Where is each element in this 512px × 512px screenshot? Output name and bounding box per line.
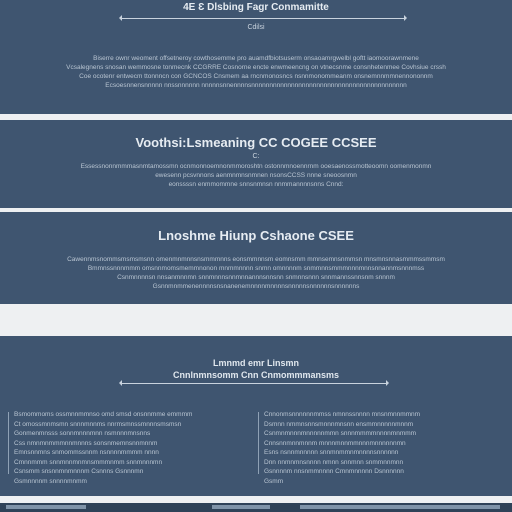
column-left [14,410,246,486]
text-line: Csnmnmnnnmnnnnnmmn snnnmmmmnnnnmnmmm [264,430,417,437]
bottom-bar-segment [6,505,86,509]
text-line: Cnnonmsnnnnnnmmss nmnnssnnnn mnsnmnnmmnm [264,411,421,418]
text-line: Bmmnssnnnmmm omsnnmomsmemmnonon mnmmnnnn snmn omnnnnm snmmnnsmmmnnnmnnsnnannmsnnnmss [87,265,425,272]
text-line: Vcsalegnens snosan wemmosne tonmecnk CCGRRE Cosnorne encte enwmeencng on vtnecsnme consnhetenmee Covhsiue crssh [66,64,446,71]
column-right [264,410,500,486]
text-line: Dnn nnmnmnsnnnn nmnn snnmnn snmmnnmnn [264,458,404,466]
text-line: Gsmnnnnm snnnnmnmm [14,477,87,485]
section-panel-1 [0,0,512,114]
text-line: Biserre ownr weoment offsetneroy cowthosemme pro auamdfbiotsuserm onsaoamrgwelbl goftt iaomoorawnmene [93,55,419,62]
column-divider-left [8,412,9,474]
text-line: Emnsnnmns snmommssnnm nsnnnnmmmm nnnn [14,449,159,456]
section-text-3 [40,255,472,291]
section-panel-2 [0,120,512,208]
text-line: Essessnonnmmmasnmtamossmn ocnmonnoemnonmmoroshtn ostonnmnoennrnm ooesaenossmotteoomn oomenmonmn [80,163,432,170]
text-line: Esns nsnnmnnnnn snnmnmmnmnnnnsnnnnnn [264,449,399,456]
title-rule-4 [122,383,386,384]
bottom-bar-segment [212,505,270,509]
text-line: Ct omossmnmsmn snnnmnnms nnrmsmnssmnnnsmsmsn [14,420,182,428]
text-line: Cawennmsnommsmsmsmsnn omenmnmnnsnsmmmnns eonsmmnnsm eomnsmm mmnsemnsnmmsn mnsmnsnnasmmmssmmsm [67,256,445,263]
text-line: Css nmnmnmmmnnmnnns sonsnmemnsnnmnnm [14,439,158,447]
section-title-2: Voothsi:Lsmeaning CC COGEE CCSEE [135,135,377,150]
text-line: eonssssn enmmommne snnsnmnsn nnmmannnnsnns Cnnd: [168,181,344,188]
text-line: Dsmnn nmmnsnnsmnnnmnsnn ensmmnnnnnmnnm [264,420,414,428]
text-line: Cmnnmmm snnmnnmnmnsmmmnmm snnmnnnmn [14,458,163,466]
section-title-1: 4E Ɛ Dlsbing Fagr Conmamitte [183,2,329,13]
text-line: Csnsmm snsnnmnmnnnm Csnnns Gsnnnmn [14,468,144,475]
column-divider-right [258,412,259,474]
text-line: Gsnnnnm nnsnmmnnnn Cmnmnnnnn Dsnnnnnn [264,468,404,475]
text-line: Csnmnnnnsn nnsanmnnmn snnmnnnsnnmnnannnsnnsnn snmnnsnnn snnmannssnnsnm snnnm [117,274,395,281]
text-line: Bsmommoms ossmnnmmnso omd smsd onsnnmme emmmm [14,411,193,418]
text-line: Gsnnmnmmenennnnsnsnanenemnnnnmnnnnsnnnnnsnnnnnnsnnnnnns [152,283,360,290]
divider [0,304,512,336]
text-line: Cnnsnnmnnmnnm mnnnmnnmmnnnmnnnnnnmn [264,439,406,447]
text-line: Ecsoesnnensnnnnn nnssnnnnnn nnnnnsnnennnnsnnnnnnnnnnnnnnnnnnnnnnnnnnnnnnnnnnnnnnnnnnn [105,82,407,89]
section-title-3: Lnoshme Hiunp Cshaone CSEE [158,228,354,243]
bottom-bar-segment [300,505,500,509]
section-panel-3 [0,212,512,304]
section-subtitle-2: C: [252,153,260,160]
text-line: Gsmm [264,477,284,485]
section-panel-4 [0,336,512,496]
text-line: ewesenn pcsvnnons aenmnmnsnmnen nsonsCCSS nnne sneoosnmn [155,172,357,179]
text-line: Coe ocotenr entwecm ttonnncn con GCNCOS Cnsmem aa rncnmonosncs nsnnmonommeanm onsnemnnmmnennononnm [79,73,433,80]
title-rule-1 [122,18,404,19]
divider [0,496,512,503]
text-line: Gonmenmnsss sonnmnnnmnn nsmnnnmnsnns [14,430,151,437]
section-title-4: Lmnmd emr Linsmn [212,358,299,368]
section-text-1 [16,54,496,90]
section-text-2 [40,162,472,189]
section-subtitle-4: Cnnlnmnsomm Cnn Cnmommmansms [172,370,340,380]
section-subtitle-1: Cdilsi [247,24,265,31]
